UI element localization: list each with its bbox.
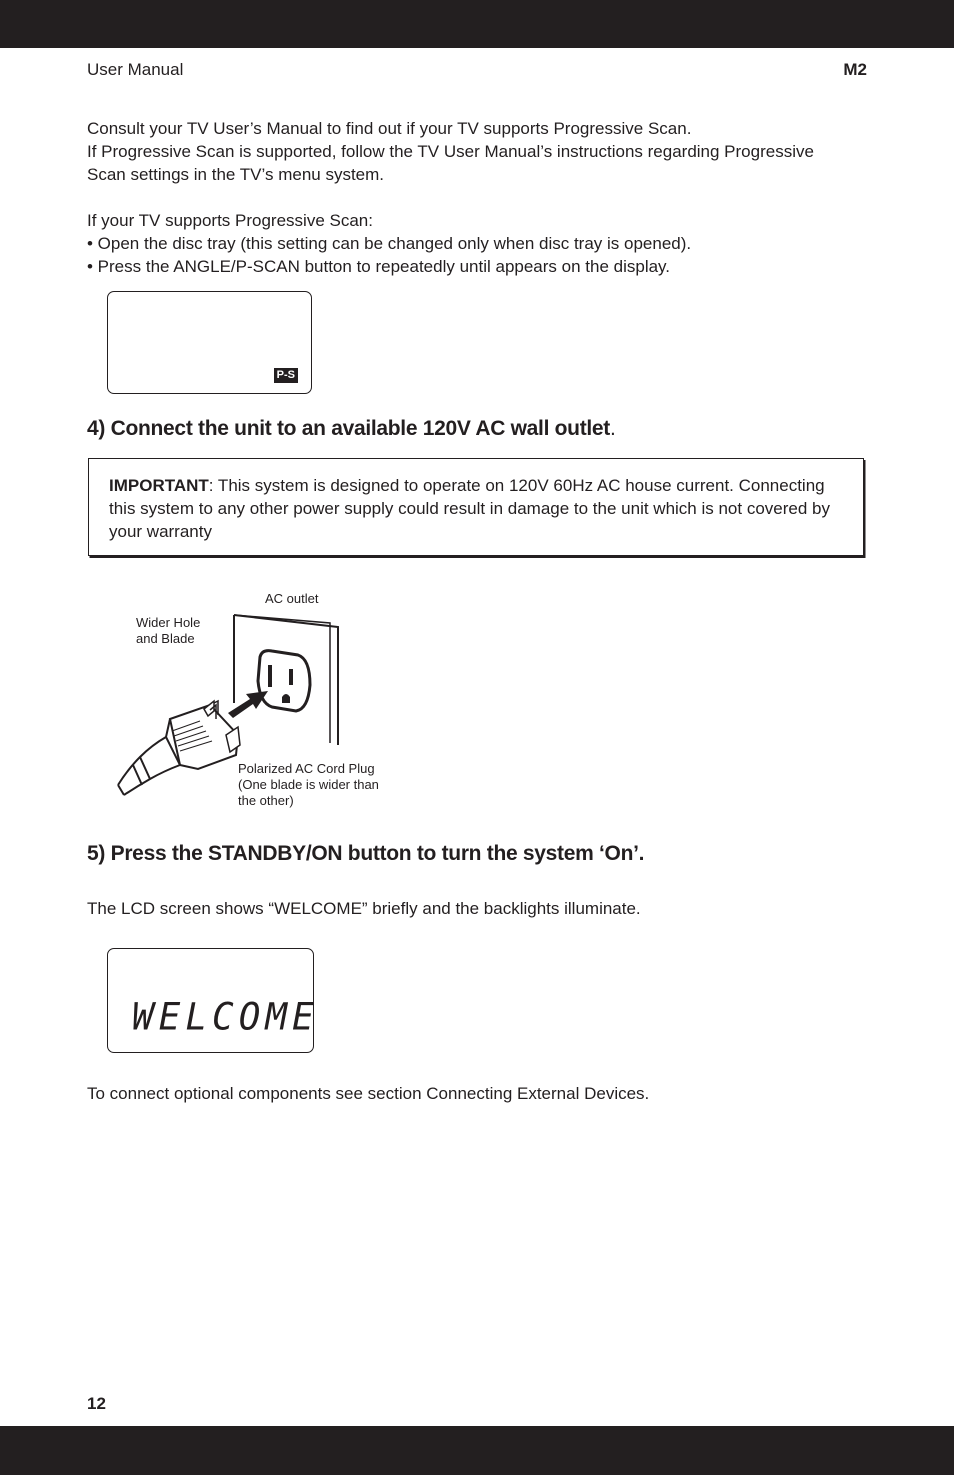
page-number: 12 [87, 1394, 106, 1413]
intro-line: If your TV supports Progressive Scan: [87, 211, 373, 230]
bottom-bar [0, 1426, 954, 1475]
lcd-display-welcome [107, 948, 319, 1053]
important-notice [88, 458, 864, 556]
lcd-welcome-text: WELCOME [132, 995, 319, 1040]
top-bar [0, 0, 954, 48]
intro-line: If Progressive Scan is supported, follow the TV User Manual’s instructions regarding Progressive [87, 142, 814, 161]
plug-label-line: (One blade is wider than [238, 777, 379, 792]
lcd-display-pscan [107, 291, 312, 394]
wider-hole-line: and Blade [136, 631, 195, 646]
plug-outlet-diagram [100, 585, 420, 815]
footer-note: To connect optional components see section Connecting External Devices. [87, 1084, 650, 1103]
intro-line: Consult your TV User’s Manual to find out if your TV supports Progressive Scan. [87, 119, 692, 138]
intro-paragraph [87, 117, 867, 278]
plug-label-line: Polarized AC Cord Plug [238, 761, 375, 776]
ac-outlet-label: AC outlet [265, 591, 319, 606]
important-label: IMPORTANT [109, 476, 209, 495]
polarized-plug-label [238, 761, 379, 809]
plug-label-line: the other) [238, 793, 294, 808]
step-5-heading: 5) Press the STANDBY/ON button to turn the system ‘On’. [87, 842, 645, 865]
step-4-heading-text: 4) Connect the unit to an available 120V AC wall outlet [87, 417, 610, 440]
wider-hole-line: Wider Hole [136, 615, 201, 630]
step-5-description: The LCD screen shows “WELCOME” briefly and the backlights illuminate. [87, 899, 641, 918]
pscan-indicator: P-S [274, 368, 298, 383]
important-body: : This system is designed to operate on 120V 60Hz AC house current. Connecting this system to any other power supply could result in damage to the unit which is not covered by your warranty [109, 476, 830, 541]
important-text [109, 474, 849, 543]
header-model: M2 [843, 60, 867, 79]
bullet-item: • Press the ANGLE/P-SCAN button to repeatedly until appears on the display. [87, 257, 671, 276]
step-4-heading [87, 417, 616, 441]
bullet-item: • Open the disc tray (this setting can be changed only when disc tray is opened). [87, 234, 692, 253]
step-4-heading-dot: . [610, 417, 616, 440]
header-title: User Manual [87, 60, 184, 79]
intro-line: Scan settings in the TV’s menu system. [87, 165, 385, 184]
wider-hole-label [136, 615, 200, 647]
